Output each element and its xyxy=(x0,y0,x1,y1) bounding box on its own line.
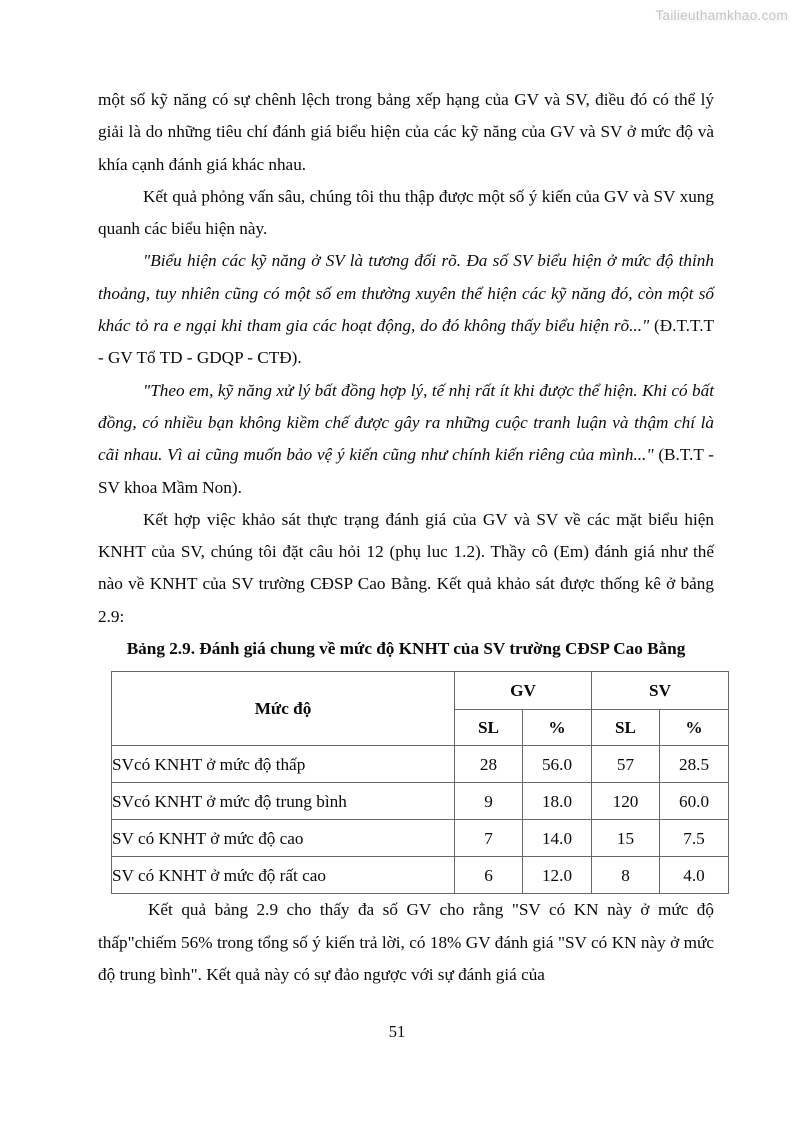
table-row xyxy=(112,857,729,894)
row-label: SV có KNHT ở mức độ cao xyxy=(112,820,455,857)
results-table xyxy=(111,671,729,894)
paragraph-4-quote-sv xyxy=(98,375,714,504)
header-cell-muc-do: Mức độ xyxy=(112,672,455,746)
cell-sv-sl: 120 xyxy=(592,783,660,820)
cell-sv-sl: 57 xyxy=(592,746,660,783)
table-caption: Bảng 2.9. Đánh giá chung về mức độ KNHT của SV trường CĐSP Cao Bằng xyxy=(126,639,686,659)
table-row xyxy=(112,783,729,820)
page-number: 51 xyxy=(388,1022,406,1041)
cell-sv-pct: 7.5 xyxy=(660,820,729,857)
cell-gv-sl: 7 xyxy=(455,820,523,857)
site-watermark: Tailieuthamkhao.com xyxy=(655,8,788,23)
header-cell-gv-sl: SL xyxy=(455,710,523,746)
quote-text-gv: "Biểu hiện các kỹ năng ở SV là tương đối rõ. Đa số SV biểu hiện ở mức độ thỉnh thoảng, tuy nhiên cũng có một số em thường xuyên thể hiện các kỹ năng đó, còn một số khác tỏ ra e ngại khi tham gia các hoạt động, do đó không thấy biểu hiện rõ..." xyxy=(98,251,714,336)
paragraph-5: Kết hợp việc khảo sát thực trạng đánh giá của GV và SV về các mặt biểu hiện KNHT của SV, chúng tôi đặt câu hỏi 12 (phụ luc 1.2). Thầy cô (Em) đánh giá như thế nào về KNHT của SV trường CĐSP Cao Bằng. Kết quả khảo sát được thống kê ở bảng 2.9: xyxy=(98,509,714,626)
header-cell-sv: SV xyxy=(592,672,729,710)
paragraph-3-quote-gv xyxy=(98,245,714,374)
paragraph-1: một số kỹ năng có sự chênh lệch trong bảng xếp hạng của GV và SV, điều đó có thể lý giải là do những tiêu chí đánh giá biểu hiện của các kỹ năng của GV và SV ở mức độ và khía cạnh đánh giá khác nhau. xyxy=(98,90,714,174)
cell-gv-pct: 56.0 xyxy=(523,746,592,783)
row-label: SVcó KNHT ở mức độ thấp xyxy=(112,746,455,783)
quote-text-sv: "Theo em, kỹ năng xử lý bất đồng hợp lý, tế nhị rất ít khi được thể hiện. Khi có bất đồng, có nhiều bạn không kiềm chế được gây ra những cuộc tranh luận và thậm chí là cãi nhau. Vì ai cũng muốn bảo vệ ý kiến cũng như chính kiến riêng của mình..." xyxy=(98,380,714,465)
row-label: SV có KNHT ở mức độ rất cao xyxy=(112,857,455,894)
header-cell-gv-pct: % xyxy=(523,710,592,746)
cell-gv-sl: 9 xyxy=(455,783,523,820)
table-row xyxy=(112,746,729,783)
cell-gv-pct: 12.0 xyxy=(523,857,592,894)
page-body xyxy=(98,84,714,991)
cell-gv-sl: 6 xyxy=(455,857,523,894)
cell-sv-sl: 15 xyxy=(592,820,660,857)
table-row xyxy=(112,820,729,857)
quote-attribution-gv: (Đ.T.T.T - GV Tổ TD - GDQP - CTĐ). xyxy=(98,316,714,368)
cell-gv-pct: 14.0 xyxy=(523,820,592,857)
paragraph-2: Kết quả phỏng vấn sâu, chúng tôi thu thập được một số ý kiến của GV và SV xung quanh các biểu hiện này. xyxy=(98,186,714,239)
table-header-row-groups xyxy=(112,672,729,710)
header-cell-sv-sl: SL xyxy=(592,710,660,746)
paragraph-6: Kết quả bảng 2.9 cho thấy đa số GV cho rằng "SV có KN này ở mức độ thấp"chiếm 56% trong tổng số ý kiến trả lời, có 18% GV đánh giá "SV có KN này ở mức độ trung bình". Kết quả này có sự đảo ngược với sự đánh giá của xyxy=(98,900,714,984)
cell-sv-pct: 4.0 xyxy=(660,857,729,894)
cell-gv-sl: 28 xyxy=(455,746,523,783)
cell-sv-pct: 60.0 xyxy=(660,783,729,820)
cell-sv-sl: 8 xyxy=(592,857,660,894)
header-cell-sv-pct: % xyxy=(660,710,729,746)
cell-sv-pct: 28.5 xyxy=(660,746,729,783)
cell-gv-pct: 18.0 xyxy=(523,783,592,820)
row-label: SVcó KNHT ở mức độ trung bình xyxy=(112,783,455,820)
header-cell-gv: GV xyxy=(455,672,592,710)
quote-attribution-sv: (B.T.T - SV khoa Mầm Non). xyxy=(98,445,714,497)
